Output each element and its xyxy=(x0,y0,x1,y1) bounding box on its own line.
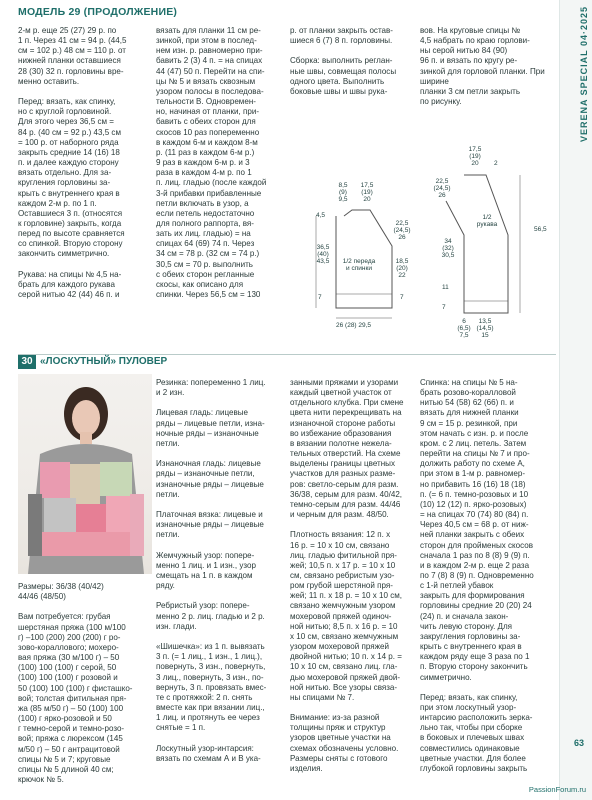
dim-neck: 8,5 (9) 9,5 xyxy=(338,182,348,203)
text-column-3-bottom: занными пряжами и узорами каждый цветной участок от отдельного клубка. При смене цвета нити перекрещивать на изнаночной стороне работы во избежание образования в вязании полотне нежела- тельных отверстий. На схеме выделены границы цветных участков для разных разме- ров: светло-серым для разм. 36/38, серым для разм. 40/42, темно-серым для разм. 44/46 и черным для разм. 48/50. Плотность вязания: 12 п. х 16 р. = 10 х 10 см, связано лиц. гладью фитильной пря- жей; 10,5 п. х 17 р. = 10 х 10 см, связано ребристым узо- ром грубой шерстяной пря- жей; 11 п. х 18 р. = 10 х 10 см, связано жемчужным узором мохеровой пряжей одиноч- ной нитью; 8,5 п. х 16 р. = 10 х 10 см, связано жемчужным узором мохеровой пряжей двойной нитью; 10 п. х 14 р. = 10 х 10 см, связано лиц. гла- дью мохеровой пряжей двой- ной нитью. Все узоры связа- ны спицами № 7. Внимание: из-за разной толщины пряж и структур узоров цветные участки на схемах обозначены условно. Размеры сняты с готового изделия. xyxy=(290,378,404,773)
magazine-title: VERENA SPECIAL 04·2025 xyxy=(579,6,589,143)
dim-sleeve-side: 18,5 (20) 22 xyxy=(395,258,409,279)
page-number: 63 xyxy=(573,738,584,748)
section-title: «ЛОСКУТНЫЙ» ПУЛОВЕР xyxy=(40,356,168,367)
text-column-4-top: вов. На круговые спицы № 4,5 набрать по краю горлови- ны серой нитью 84 (90) 96 п. и вязать по кругу ре- зинкой для горловой планки. При ширине планки 3 см петли закрыть по рисунку. xyxy=(420,26,545,107)
dim-sleeve-length: 34 (32) 30,5 xyxy=(441,238,455,259)
dim-sleeve-top-side: 2 xyxy=(494,160,498,167)
dim-sleeve-top: 17,5 (19) 20 xyxy=(468,146,482,167)
dim-side-top: 4,5 xyxy=(316,212,326,219)
dim-cuff-top: 11 xyxy=(442,284,449,291)
diagram-label-sleeve: 1/2 рукава xyxy=(476,214,498,228)
diagram-label-front-back: 1/2 переда и спинки xyxy=(342,258,376,272)
model-photo xyxy=(18,374,152,574)
dim-cuff: 7 xyxy=(442,304,446,311)
dim-cuff-right: 13,5 (14,5) 15 xyxy=(476,318,494,339)
text-column-4-bottom: Спинка: на спицы № 5 на- брать розово-коралловой нитью 54 (58) 62 (66) п. и вязать для нижней планки 9 см = 15 р. резинкой, при этом начать с изн. р. и после кром. с 2 лиц. петель. Затем перейти на спицы № 7 и про- должить работу по схеме А, при этом в 1-м р. равномер- но прибавить 16 (16) 18 (18) п. (= 6 п. темно-розовых и 10 (10) 12 (12) п. ярко-розовых) = на спицах 70 (74) 80 (84) п. Через 40,5 см = 68 р. от ниж- ней планки закрыть с обеих сторон для пройменых скосов сначала 1 раз по 8 (8) 9 (9) п. и в каждом 2-м р. еще 2 раза по 7 (8) 8 (9) п. Одновременно с 1-й петлей убавок закрыть для формирования горловины средние 20 (20) 24 (24) п. и сначала закон- чить левую сторону. Для закругления горловины за- крыть с внутреннего края в каждом ряду еще 3 раза по 1 п. Вторую сторону закончить симметрично. Перед: вязать, как спинку, при этом лоскутный узор- интарсию расположить зерка- льно так, чтобы при сборке в боковых и плечевых швах совместились одинаковые цветные участки. Для более глубокой горловины закрыть xyxy=(420,378,534,773)
dim-height: 36,5 (40) 43,5 xyxy=(316,244,330,265)
dim-raglan: 22,5 (24,5) 26 xyxy=(393,220,411,241)
text-column-1-bottom: Размеры: 36/38 (40/42) 44/46 (48/50) Вам потребуется: грубая шерстяная пряжа (100 м/100 г) –100 (200) 200 (200) г ро- зово-кораллового; мохеро- вая пряжа (30 м/100 г) – 50 (100) 100 (100) г серой, 50 (100) 100 (100) г розовой и 50 (100) 100 (100) г фисташко- вой; толстая фитильная пря- жа (85 м/50 г) – 50 (100) 100 (100) г ярко-розовой и 50 г темно-серой и темно-розо- вой; пряжа с люрексом (145 м/50 г) – 50 г антрацитовой спицы № 5 и 7; круговые спицы № 5 длиной 40 см; крючок № 5. xyxy=(18,582,133,784)
dim-rib-left: 7 xyxy=(318,294,322,301)
dim-shoulder: 17,5 (19) 20 xyxy=(360,182,374,203)
text-column-1-top: 2-м р. еще 25 (27) 29 р. по 1 п. Через 41 см = 94 р. (44,5 см = 102 р.) 48 см = 110 р. от нижней планки оставшиеся 28 (30) 32 п. горловины вре- менно оставить. Перед: вязать, как спинку, но с круглой горловиной. Для этого через 36,5 см = 84 р. (40 см = 92 р.) 43,5 см = 100 р. от наборного ряда закрыть средние 14 (16) 18 п. и далее каждую сторону вязать отдельно. Для за- кругления горловины за- крыть с внутреннего края в каждом 2-м р. по 1 п. Оставшиеся 3 п. (относятся к горловине) закрыть, когда перед по высоте сравняется со спинкой. Вторую сторону закончить симметрично. Рукава: на спицы № 4,5 на- брать для каждого рукава серой нитью 42 (44) 46 п. и xyxy=(18,26,127,300)
text-column-2-top: вязать для планки 11 см ре- зинкой, при этом в послед- нем изн. р. равномерно при- бавить 2 (3) 4 п. = на спицах 44 (47) 50 п. Перейти на спи- цы № 5 и вязать сквозным узором полосы в последова- тельности В. Одновремен- но, начиная от планки, при- бавить с обеих сторон для скосов 10 раз попеременно в каждом 6-м и каждом 8-м р. (11 раз в каждом 6-м р.) 9 раз в каждом 6-м р. и 3 раза в каждом 4-м р. по 1 п. лиц. гладью (после каждой 3-й прибавки прибавленные петли включать в узор, а если петель недостаточно для полного раппорта, вя- зать их лиц. гладью) = на спицах 64 (69) 74 п. Через 34 см = 78 р. (32 см = 74 р.) 30,5 см = 70 р. выполнить с обеих сторон регланные скосы, как описано для спинки. Через 56,5 см = 130 xyxy=(156,26,267,300)
dim-sleeve-total: 56,5 xyxy=(534,226,547,233)
text-column-3-top: р. от планки закрыть остав- шиеся 6 (7) 8 п. горловины. Сборка: выполнить реглан- ные швы, совмещая полосы одного цвета. Выполнить боковые швы и швы рука- xyxy=(290,26,397,96)
section-number: 30 xyxy=(18,355,36,369)
magazine-sidebar xyxy=(559,0,592,800)
text-column-2-bottom: Резинка: попеременно 1 лиц. и 2 изн. Лицевая гладь: лицевые ряды – лицевые петли, изна- ночные ряды – изнаночные петли. Изнаночная гладь: лицевые ряды – изнаночные петли, изнаночные ряды – лицевые петли. Платочная вязка: лицевые и изнаночные ряды – лицевые петли. Жемчужный узор: попере- менно 1 лиц. и 1 изн., узор смещать на 1 п. в каждом ряду. Ребристый узор: попере- менно 2 р. лиц. гладью и 2 р. изн. глади. «Шишечка»: из 1 п. вывязать 3 п. (= 1 лиц., 1 изн., 1 лиц.), повернуть, 3 изн., повернуть, 3 лиц., повернуть, 3 изн., по- вернуть, 3 п. провязать вмес- те с протяжкой: 2 п. снять вместе как при вязании лиц., 1 лиц. и протянуть ее через снятые = 1 п. Лоскутный узор-интарсия: вязать по схемам А и В ука- xyxy=(156,378,267,763)
dim-sleeve-raglan: 22,5 (24,5) 26 xyxy=(433,178,451,199)
dim-rib-right: 7 xyxy=(400,294,404,301)
page-header: МОДЕЛЬ 29 (ПРОДОЛЖЕНИЕ) xyxy=(18,6,178,18)
dim-cuff-left: 6 (6,5) 7,5 xyxy=(457,318,471,339)
dim-width: 26 (28) 29,5 xyxy=(336,322,372,329)
watermark: PassionForum.ru xyxy=(528,785,586,794)
